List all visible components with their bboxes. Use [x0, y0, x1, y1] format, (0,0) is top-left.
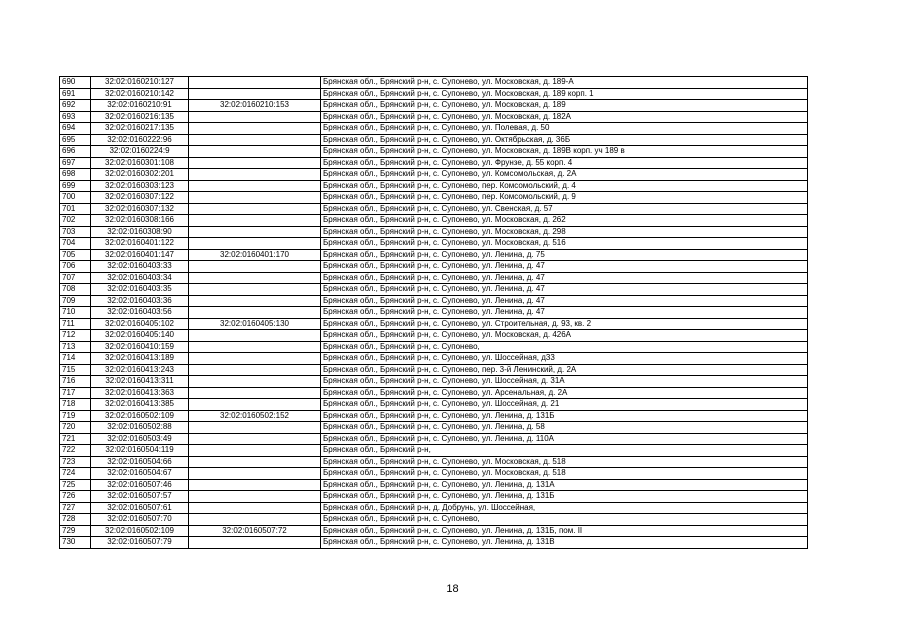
- table-row: [60, 134, 808, 146]
- linked-cadastral-number-cell: [189, 295, 321, 307]
- table-row: [60, 88, 808, 100]
- linked-cadastral-number-cell: [189, 226, 321, 238]
- address-cell: Брянская обл., Брянский р-н, с. Супонево, ул. Ленина, д. 131Б, пом. II: [321, 525, 808, 537]
- table-row: [60, 111, 808, 123]
- cadastral-number-cell: 32:02:0160502:109: [91, 525, 189, 537]
- cadastral-number-cell: 32:02:0160503:49: [91, 433, 189, 445]
- table-row: [60, 307, 808, 319]
- linked-cadastral-number-cell: [189, 537, 321, 549]
- cadastral-number-cell: 32:02:0160507:57: [91, 491, 189, 503]
- address-cell: Брянская обл., Брянский р-н, с. Супонево, ул. Московская, д. 518: [321, 456, 808, 468]
- row-number-cell: 690: [60, 77, 91, 89]
- linked-cadastral-number-cell: [189, 272, 321, 284]
- table-row: [60, 353, 808, 365]
- linked-cadastral-number-cell: [189, 330, 321, 342]
- table-row: [60, 157, 808, 169]
- cadastral-number-cell: 32:02:0160502:109: [91, 410, 189, 422]
- cadastral-number-cell: 32:02:0160307:122: [91, 192, 189, 204]
- address-cell: Брянская обл., Брянский р-н, с. Супонево, ул. Шоссейная, д33: [321, 353, 808, 365]
- address-cell: Брянская обл., Брянский р-н, с. Супонево, ул. Московская, д. 189: [321, 100, 808, 112]
- row-number-cell: 709: [60, 295, 91, 307]
- cadastral-number-cell: 32:02:0160507:46: [91, 479, 189, 491]
- cadastral-number-cell: 32:02:0160403:33: [91, 261, 189, 273]
- linked-cadastral-number-cell: [189, 215, 321, 227]
- row-number-cell: 730: [60, 537, 91, 549]
- row-number-cell: 706: [60, 261, 91, 273]
- row-number-cell: 727: [60, 502, 91, 514]
- linked-cadastral-number-cell: 32:02:0160210:153: [189, 100, 321, 112]
- cadastral-number-cell: 32:02:0160303:123: [91, 180, 189, 192]
- cadastral-number-cell: 32:02:0160224:9: [91, 146, 189, 158]
- row-number-cell: 694: [60, 123, 91, 135]
- table-row: [60, 238, 808, 250]
- table-row: [60, 203, 808, 215]
- linked-cadastral-number-cell: [189, 77, 321, 89]
- cadastral-number-cell: 32:02:0160507:79: [91, 537, 189, 549]
- linked-cadastral-number-cell: 32:02:0160507:72: [189, 525, 321, 537]
- linked-cadastral-number-cell: [189, 192, 321, 204]
- row-number-cell: 703: [60, 226, 91, 238]
- row-number-cell: 707: [60, 272, 91, 284]
- table-row: [60, 491, 808, 503]
- row-number-cell: 723: [60, 456, 91, 468]
- cadastral-number-cell: 32:02:0160210:127: [91, 77, 189, 89]
- row-number-cell: 693: [60, 111, 91, 123]
- row-number-cell: 705: [60, 249, 91, 261]
- table-row: [60, 445, 808, 457]
- table-row: [60, 330, 808, 342]
- row-number-cell: 696: [60, 146, 91, 158]
- address-cell: Брянская обл., Брянский р-н, с. Супонево, ул. Ленина, д. 47: [321, 272, 808, 284]
- cadastral-number-cell: 32:02:0160507:61: [91, 502, 189, 514]
- address-cell: Брянская обл., Брянский р-н, с. Супонево,: [321, 341, 808, 353]
- cadastral-number-cell: 32:02:0160413:363: [91, 387, 189, 399]
- row-number-cell: 728: [60, 514, 91, 526]
- row-number-cell: 691: [60, 88, 91, 100]
- table-row: [60, 456, 808, 468]
- linked-cadastral-number-cell: 32:02:0160502:152: [189, 410, 321, 422]
- cadastral-number-cell: 32:02:0160401:147: [91, 249, 189, 261]
- address-cell: Брянская обл., Брянский р-н, с. Супонево, ул. Шоссейная, д. 21: [321, 399, 808, 411]
- cadastral-number-cell: 32:02:0160308:166: [91, 215, 189, 227]
- linked-cadastral-number-cell: [189, 433, 321, 445]
- address-cell: Брянская обл., Брянский р-н, с. Супонево, пер. Комсомольский, д. 9: [321, 192, 808, 204]
- linked-cadastral-number-cell: [189, 456, 321, 468]
- table-row: [60, 249, 808, 261]
- address-cell: Брянская обл., Брянский р-н, с. Супонево, ул. Ленина, д. 110А: [321, 433, 808, 445]
- cadastral-number-cell: 32:02:0160507:70: [91, 514, 189, 526]
- cadastral-number-cell: 32:02:0160210:91: [91, 100, 189, 112]
- address-cell: Брянская обл., Брянский р-н, д. Добрунь, ул. Шоссейная,: [321, 502, 808, 514]
- address-cell: Брянская обл., Брянский р-н, с. Супонево, ул. Ленина, д. 58: [321, 422, 808, 434]
- cadastral-number-cell: 32:02:0160405:102: [91, 318, 189, 330]
- address-cell: Брянская обл., Брянский р-н, с. Супонево, ул. Октябрьская, д. 36Б: [321, 134, 808, 146]
- address-cell: Брянская обл., Брянский р-н, с. Супонево, ул. Московская, д. 189-А: [321, 77, 808, 89]
- row-number-cell: 721: [60, 433, 91, 445]
- cadastral-number-cell: 32:02:0160403:56: [91, 307, 189, 319]
- address-cell: Брянская обл., Брянский р-н, с. Супонево, ул. Ленина, д. 47: [321, 307, 808, 319]
- address-cell: Брянская обл., Брянский р-н, с. Супонево, ул. Ленина, д. 47: [321, 284, 808, 296]
- address-cell: Брянская обл., Брянский р-н, с. Супонево, пер. 3-й Ленинский, д. 2А: [321, 364, 808, 376]
- linked-cadastral-number-cell: [189, 284, 321, 296]
- table-row: [60, 146, 808, 158]
- address-cell: Брянская обл., Брянский р-н, с. Супонево, ул. Арсенальная, д. 2А: [321, 387, 808, 399]
- linked-cadastral-number-cell: [189, 146, 321, 158]
- address-cell: Брянская обл., Брянский р-н, с. Супонево, ул. Московская, д. 516: [321, 238, 808, 250]
- address-cell: Брянская обл., Брянский р-н, с. Супонево, ул. Московская, д. 298: [321, 226, 808, 238]
- table-row: [60, 399, 808, 411]
- row-number-cell: 701: [60, 203, 91, 215]
- linked-cadastral-number-cell: [189, 261, 321, 273]
- table-row: [60, 479, 808, 491]
- cadastral-number-cell: 32:02:0160504:66: [91, 456, 189, 468]
- table-row: [60, 537, 808, 549]
- cadastral-number-cell: 32:02:0160210:142: [91, 88, 189, 100]
- address-cell: Брянская обл., Брянский р-н,: [321, 445, 808, 457]
- cadastral-number-cell: 32:02:0160307:132: [91, 203, 189, 215]
- row-number-cell: 700: [60, 192, 91, 204]
- row-number-cell: 717: [60, 387, 91, 399]
- table-row: [60, 192, 808, 204]
- table-row: [60, 422, 808, 434]
- address-cell: Брянская обл., Брянский р-н, с. Супонево, ул. Ленина, д. 131А: [321, 479, 808, 491]
- row-number-cell: 698: [60, 169, 91, 181]
- table-row: [60, 318, 808, 330]
- table-row: [60, 284, 808, 296]
- cadastral-number-cell: 32:02:0160403:34: [91, 272, 189, 284]
- linked-cadastral-number-cell: [189, 157, 321, 169]
- table-row: [60, 410, 808, 422]
- cadastral-number-cell: 32:02:0160302:201: [91, 169, 189, 181]
- row-number-cell: 713: [60, 341, 91, 353]
- address-cell: Брянская обл., Брянский р-н, с. Супонево, ул. Комсомольская, д. 2А: [321, 169, 808, 181]
- cadastral-number-cell: 32:02:0160504:67: [91, 468, 189, 480]
- address-cell: Брянская обл., Брянский р-н, с. Супонево, ул. Ленина, д. 131Б: [321, 410, 808, 422]
- linked-cadastral-number-cell: 32:02:0160405:130: [189, 318, 321, 330]
- address-cell: Брянская обл., Брянский р-н, с. Супонево,: [321, 514, 808, 526]
- row-number-cell: 711: [60, 318, 91, 330]
- address-cell: Брянская обл., Брянский р-н, с. Супонево, ул. Ленина, д. 47: [321, 295, 808, 307]
- address-cell: Брянская обл., Брянский р-н, с. Супонево, ул. Свенская, д. 57: [321, 203, 808, 215]
- address-cell: Брянская обл., Брянский р-н, с. Супонево, ул. Московская, д. 182А: [321, 111, 808, 123]
- page-number: 18: [446, 583, 459, 595]
- linked-cadastral-number-cell: [189, 364, 321, 376]
- linked-cadastral-number-cell: [189, 399, 321, 411]
- linked-cadastral-number-cell: [189, 376, 321, 388]
- table-row: [60, 100, 808, 112]
- row-number-cell: 708: [60, 284, 91, 296]
- table-row: [60, 261, 808, 273]
- address-cell: Брянская обл., Брянский р-н, с. Супонево, ул. Ленина, д. 131Б: [321, 491, 808, 503]
- cadastral-number-cell: 32:02:0160413:385: [91, 399, 189, 411]
- cadastral-number-cell: 32:02:0160413:189: [91, 353, 189, 365]
- table-row: [60, 525, 808, 537]
- row-number-cell: 724: [60, 468, 91, 480]
- row-number-cell: 720: [60, 422, 91, 434]
- table-row: [60, 502, 808, 514]
- address-cell: Брянская обл., Брянский р-н, с. Супонево, ул. Ленина, д. 47: [321, 261, 808, 273]
- linked-cadastral-number-cell: [189, 111, 321, 123]
- row-number-cell: 722: [60, 445, 91, 457]
- table-row: [60, 376, 808, 388]
- row-number-cell: 716: [60, 376, 91, 388]
- linked-cadastral-number-cell: [189, 341, 321, 353]
- linked-cadastral-number-cell: [189, 445, 321, 457]
- cadastral-number-cell: 32:02:0160413:311: [91, 376, 189, 388]
- linked-cadastral-number-cell: [189, 180, 321, 192]
- address-cell: Брянская обл., Брянский р-н, с. Супонево, ул. Московская, д. 262: [321, 215, 808, 227]
- address-cell: Брянская обл., Брянский р-н, с. Супонево, ул. Московская, д. 426А: [321, 330, 808, 342]
- table-row: [60, 433, 808, 445]
- address-cell: Брянская обл., Брянский р-н, с. Супонево, ул. Московская, д. 518: [321, 468, 808, 480]
- row-number-cell: 704: [60, 238, 91, 250]
- row-number-cell: 725: [60, 479, 91, 491]
- cadastral-number-cell: 32:02:0160222:96: [91, 134, 189, 146]
- linked-cadastral-number-cell: 32:02:0160401:170: [189, 249, 321, 261]
- cadastral-number-cell: 32:02:0160502:88: [91, 422, 189, 434]
- row-number-cell: 726: [60, 491, 91, 503]
- row-number-cell: 699: [60, 180, 91, 192]
- address-cell: Брянская обл., Брянский р-н, с. Супонево, ул. Ленина, д. 75: [321, 249, 808, 261]
- cadastral-number-cell: 32:02:0160301:108: [91, 157, 189, 169]
- linked-cadastral-number-cell: [189, 123, 321, 135]
- address-cell: Брянская обл., Брянский р-н, с. Супонево, ул. Фрунзе, д. 55 корп. 4: [321, 157, 808, 169]
- table-row: [60, 468, 808, 480]
- table-row: [60, 364, 808, 376]
- cadastral-number-cell: 32:02:0160403:35: [91, 284, 189, 296]
- cadastral-table: [59, 76, 808, 549]
- table-row: [60, 295, 808, 307]
- table-row: [60, 341, 808, 353]
- address-cell: Брянская обл., Брянский р-н, с. Супонево, ул. Строительная, д. 93, кв. 2: [321, 318, 808, 330]
- linked-cadastral-number-cell: [189, 307, 321, 319]
- address-cell: Брянская обл., Брянский р-н, с. Супонево, ул. Московская, д. 189 корп. 1: [321, 88, 808, 100]
- address-cell: Брянская обл., Брянский р-н, с. Супонево, ул. Шоссейная, д. 31А: [321, 376, 808, 388]
- row-number-cell: 702: [60, 215, 91, 227]
- cadastral-number-cell: 32:02:0160405:140: [91, 330, 189, 342]
- address-cell: Брянская обл., Брянский р-н, с. Супонево, ул. Московская, д. 189В корп. уч 189 в: [321, 146, 808, 158]
- table-row: [60, 226, 808, 238]
- table-row: [60, 180, 808, 192]
- row-number-cell: 718: [60, 399, 91, 411]
- linked-cadastral-number-cell: [189, 514, 321, 526]
- cadastral-number-cell: 32:02:0160401:122: [91, 238, 189, 250]
- table-row: [60, 123, 808, 135]
- cadastral-number-cell: 32:02:0160410:159: [91, 341, 189, 353]
- table-row: [60, 169, 808, 181]
- linked-cadastral-number-cell: [189, 134, 321, 146]
- linked-cadastral-number-cell: [189, 502, 321, 514]
- address-cell: Брянская обл., Брянский р-н, с. Супонево, пер. Комсомольский, д. 4: [321, 180, 808, 192]
- cadastral-number-cell: 32:02:0160216:135: [91, 111, 189, 123]
- row-number-cell: 710: [60, 307, 91, 319]
- row-number-cell: 715: [60, 364, 91, 376]
- row-number-cell: 695: [60, 134, 91, 146]
- row-number-cell: 729: [60, 525, 91, 537]
- linked-cadastral-number-cell: [189, 387, 321, 399]
- table-row: [60, 514, 808, 526]
- linked-cadastral-number-cell: [189, 491, 321, 503]
- address-cell: Брянская обл., Брянский р-н, с. Супонево, ул. Полевая, д. 50: [321, 123, 808, 135]
- row-number-cell: 697: [60, 157, 91, 169]
- linked-cadastral-number-cell: [189, 203, 321, 215]
- cadastral-number-cell: 32:02:0160504:119: [91, 445, 189, 457]
- linked-cadastral-number-cell: [189, 169, 321, 181]
- row-number-cell: 692: [60, 100, 91, 112]
- table-row: [60, 272, 808, 284]
- table-row: [60, 215, 808, 227]
- row-number-cell: 714: [60, 353, 91, 365]
- cadastral-number-cell: 32:02:0160217:135: [91, 123, 189, 135]
- row-number-cell: 719: [60, 410, 91, 422]
- linked-cadastral-number-cell: [189, 468, 321, 480]
- row-number-cell: 712: [60, 330, 91, 342]
- linked-cadastral-number-cell: [189, 422, 321, 434]
- table-row: [60, 77, 808, 89]
- table-body: [60, 77, 808, 549]
- cadastral-number-cell: 32:02:0160403:36: [91, 295, 189, 307]
- cadastral-number-cell: 32:02:0160413:243: [91, 364, 189, 376]
- address-cell: Брянская обл., Брянский р-н, с. Супонево, ул. Ленина, д. 131В: [321, 537, 808, 549]
- table-row: [60, 387, 808, 399]
- linked-cadastral-number-cell: [189, 88, 321, 100]
- cadastral-number-cell: 32:02:0160308:90: [91, 226, 189, 238]
- linked-cadastral-number-cell: [189, 353, 321, 365]
- linked-cadastral-number-cell: [189, 238, 321, 250]
- linked-cadastral-number-cell: [189, 479, 321, 491]
